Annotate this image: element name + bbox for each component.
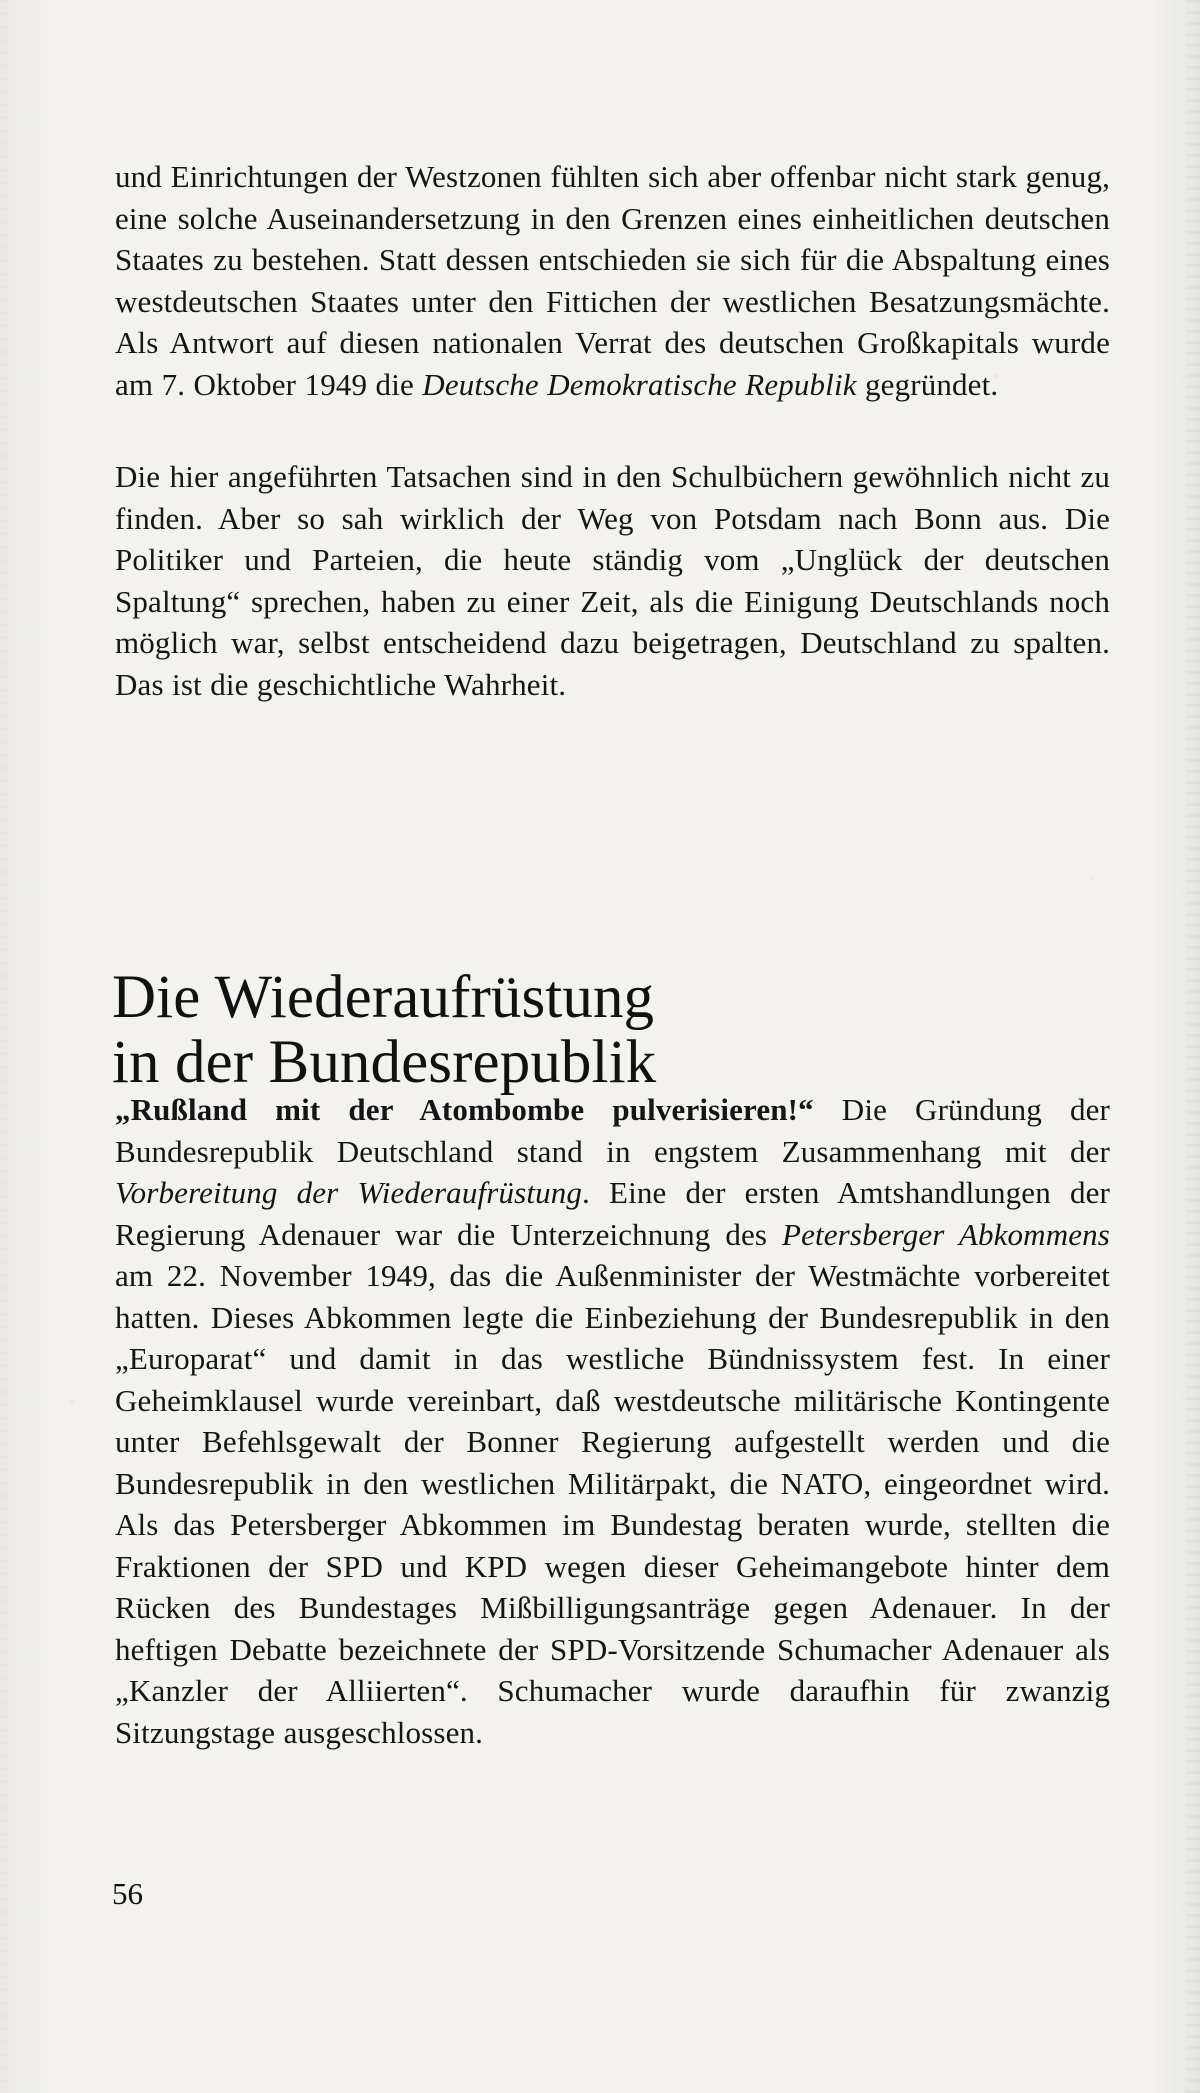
- paragraph-3-text-b: . Eine der ersten Amtshandlungen der Regierung Adenauer war die Unterzeichnung des: [115, 1175, 1110, 1252]
- paragraph-2: Die hier angeführten Tatsachen sind in den Schulbüchern gewöhnlich nicht zu finden. Aber so sah wirklich der Weg von Potsdam nach Bonn aus. Die Politiker und Parteien, die heute ständig vom „Unglück der deutschen Spaltung“ sprechen, haben zu einer Zeit, als die Einigung Deutschlands noch möglich war, selbst entscheidend dazu beigetragen, Deutschland zu spalten. Das ist die geschichtliche Wahrheit.: [115, 459, 1110, 702]
- paragraph-3-bold-lead: „Rußland mit der Atombombe pulverisieren!“: [115, 1092, 814, 1127]
- paragraph-1-italic-ddr: Deutsche Demokratische Republik: [422, 366, 857, 402]
- paragraph-3-italic-agreement: Petersberger Abkommens: [782, 1216, 1110, 1252]
- paragraph-1-text-b: gegründet.: [856, 366, 999, 402]
- section-heading-line-1: Die Wiederaufrüstung: [112, 963, 655, 1031]
- paragraph-3-text-a: Die Gründung der Bundesrepublik Deutschland stand in engstem Zusammenhang mit der: [115, 1092, 1110, 1169]
- paragraph-3-italic-rearmament: Vorbereitung der Wiederaufrüstung: [115, 1175, 583, 1210]
- paragraph-3-text-c: am 22. November 1949, das die Außenminister der Westmächte vorbereitet hatten. Dieses Abkommen legte die Einbeziehung der Bundesrepublik in den „Europarat“ und damit in das westliche Bündnissystem fest. In einer Geheimklausel wurde vereinbart, daß westdeutsche militärische Kontingente unter Befehlsgewalt der Bonner Regierung aufgestellt werden und die Bundesrepublik in den westlichen Militärpakt, die NATO, eingeordnet wird. Als das Petersberger Abkommen im Bundestag beraten wurde, stellten die Fraktionen der SPD und KPD wegen dieser Geheimangebote hinter dem Rücken des Bundestages Mißbilligungsanträge gegen Adenauer. In der heftigen Debatte bezeichnete der SPD-Vorsitzende Schumacher Adenauer als „Kanzler der Alliierten“. Schumacher wurde daraufhin für zwanzig Sitzungstage ausgeschlossen.: [115, 1258, 1110, 1750]
- left-paper-edge: [0, 0, 8, 2093]
- right-paper-edge: [1186, 0, 1200, 2093]
- paragraph-1: [115, 156, 1110, 405]
- paragraph-3: [115, 1089, 1110, 1753]
- section-heading: [112, 965, 1012, 1095]
- page-number: 56: [112, 1876, 143, 1911]
- section-heading-line-2: in der Bundesrepublik: [112, 1028, 657, 1096]
- paragraph-1-text-a: und Einrichtungen der Westzonen fühlten sich aber offenbar nicht stark genug, eine solche Auseinandersetzung in den Grenzen eines einheitlichen deutschen Staates zu bestehen. Statt dessen entschieden sie sich für die Abspaltung eines westdeutschen Staates unter den Fittichen der westlichen Besatzungsmächte. Als Antwort auf diesen nationalen Verrat des deutschen Großkapitals wurde am 7. Oktober 1949 die: [115, 159, 1110, 402]
